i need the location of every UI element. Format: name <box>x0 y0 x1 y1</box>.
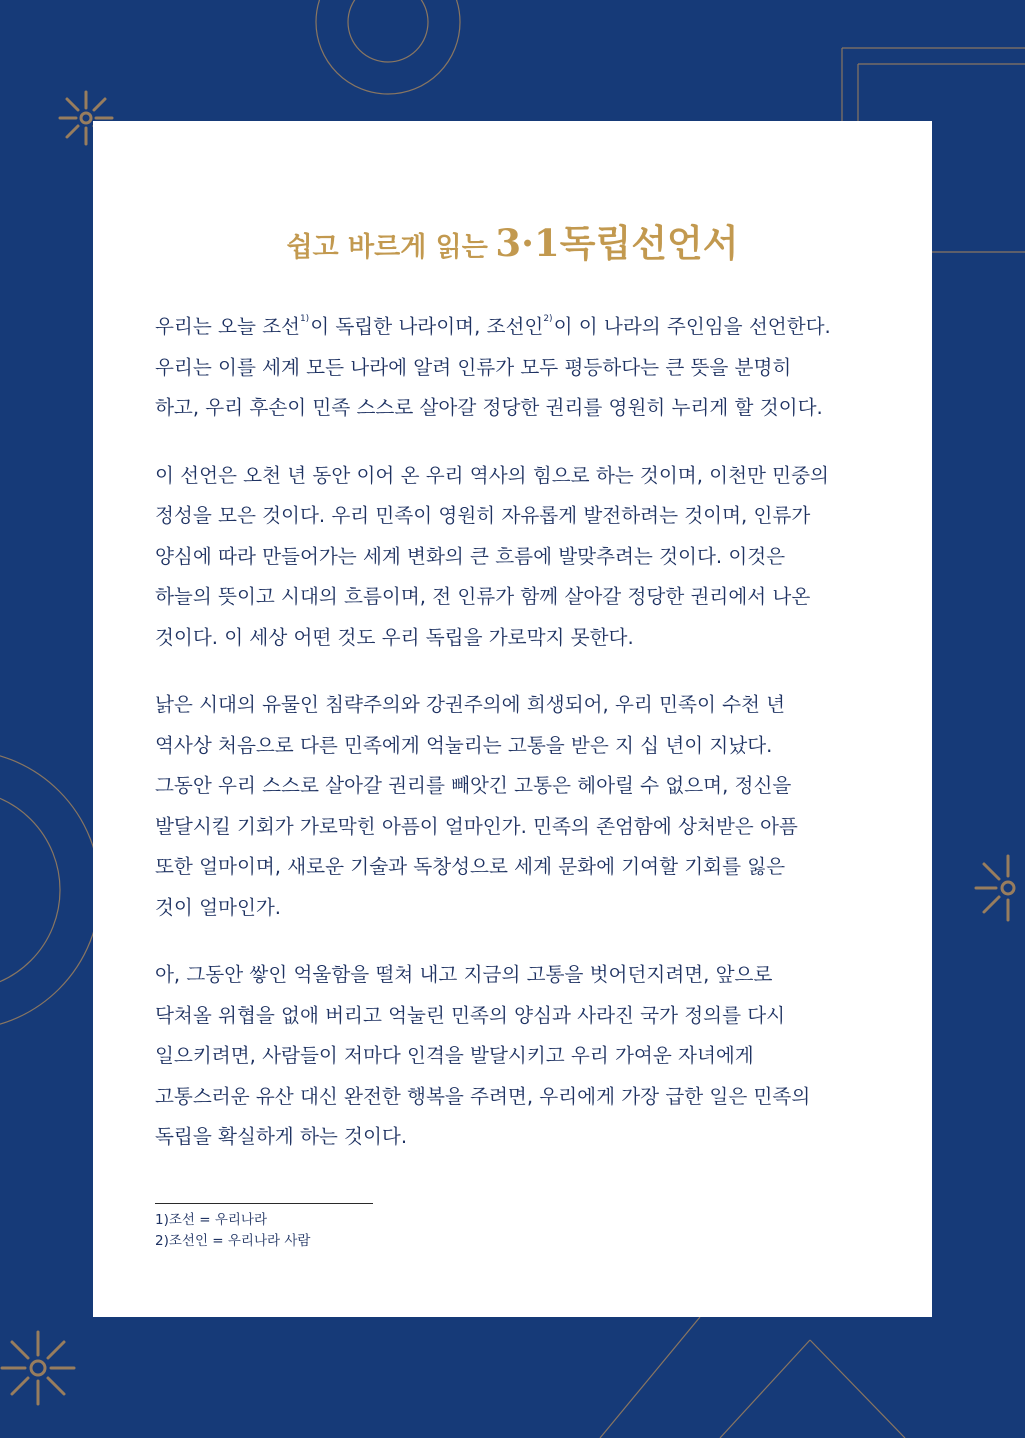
footnote-2: 2)조선인 = 우리나라 사람 <box>155 1233 311 1249</box>
text-run: 양심에 따라 만들어가는 세계 변화의 큰 흐름에 발맞추려는 것이다. 이것은 <box>155 544 786 568</box>
paragraph <box>155 955 875 1158</box>
text-run: 것이다. 이 세상 어떤 것도 우리 독립을 가로막지 못한다. <box>155 625 634 649</box>
footnotes <box>155 1210 310 1252</box>
deco-circle-top-inner <box>348 0 428 62</box>
text-line <box>155 388 875 429</box>
text-run: 하늘의 뜻이고 시대의 흐름이며, 전 인류가 함께 살아갈 정당한 권리에서 나온 <box>155 585 811 608</box>
footnote-marker: 2) <box>543 314 553 324</box>
paragraph <box>155 685 875 928</box>
text-line <box>155 955 875 996</box>
deco-triangle-bottom <box>600 1317 905 1438</box>
text-run: 고통스러운 유산 대신 완전한 행복을 주려면, 우리에게 가장 급한 일은 민족의 <box>155 1084 811 1108</box>
text-line <box>155 847 875 888</box>
text-line <box>155 726 875 767</box>
text-run: 발달시킬 기회가 가로막힌 아픔이 얼마인가. 민족의 존엄함에 상처받은 아픔 <box>155 814 798 838</box>
text-run: 이 독립한 나라이며, 조선인 <box>310 315 544 338</box>
text-line <box>155 496 875 537</box>
title-main: 3·1독립선언서 <box>495 221 739 265</box>
text-run: 독립을 확실하게 하는 것이다. <box>155 1125 408 1148</box>
text-line <box>155 348 875 389</box>
paragraph <box>155 307 875 429</box>
text-run: 하고, 우리 후손이 민족 스스로 살아갈 정당한 권리를 영원히 누리게 할 것이다. <box>155 396 823 419</box>
text-line <box>155 1117 875 1158</box>
text-run: 이 이 나라의 주인임을 선언한다. <box>553 315 831 338</box>
text-run: 것이 얼마인가. <box>155 895 282 919</box>
text-line <box>155 307 875 348</box>
declaration-body <box>155 307 875 1185</box>
title-prefix: 쉽고 바르게 읽는 <box>286 232 488 263</box>
text-run: 정성을 모은 것이다. 우리 민족이 영원히 자유롭게 발전하려는 것이며, 인류가 <box>155 504 811 527</box>
deco-circle-left <box>0 750 100 1030</box>
text-run: 일으키려면, 사람들이 저마다 인격을 발달시키고 우리 가여운 자녀에게 <box>155 1044 754 1067</box>
text-line <box>155 537 875 578</box>
text-run: 닥쳐올 위협을 없애 버리고 억눌린 민족의 양심과 사라진 국가 정의를 다시 <box>155 1003 786 1027</box>
text-line <box>155 618 875 659</box>
footnote-divider <box>155 1203 373 1204</box>
deco-circle-left-inner <box>0 790 60 990</box>
text-run: 낡은 시대의 유물인 침략주의와 강권주의에 희생되어, 우리 민족이 수천 년 <box>155 693 786 716</box>
footnote-marker: 1) <box>299 314 310 324</box>
text-line <box>155 685 875 726</box>
text-line <box>155 996 875 1037</box>
footnote-1: 1)조선 = 우리나라 <box>155 1212 267 1228</box>
text-line <box>155 1036 875 1077</box>
text-run: 우리는 이를 세계 모든 나라에 알려 인류가 모두 평등하다는 큰 뜻을 분명히 <box>155 355 792 379</box>
deco-circle-top <box>316 0 460 94</box>
text-run: 역사상 처음으로 다른 민족에게 억눌리는 고통을 받은 지 십 년이 지났다. <box>155 733 773 757</box>
text-line <box>155 577 875 618</box>
text-line <box>155 766 875 807</box>
text-run: 또한 얼마이며, 새로운 기술과 독창성으로 세계 문화에 기여할 기회를 잃은 <box>155 855 786 878</box>
text-run: 이 선언은 오천 년 동안 이어 온 우리 역사의 힘으로 하는 것이며, 이천만 민중의 <box>155 463 829 487</box>
text-line <box>155 456 875 497</box>
text-line <box>155 888 875 929</box>
text-line <box>155 807 875 848</box>
text-run: 아, 그동안 쌓인 억울함을 떨쳐 내고 지금의 고통을 벗어던지려면, 앞으로 <box>155 963 773 986</box>
paragraph <box>155 456 875 659</box>
text-run: 그동안 우리 스스로 살아갈 권리를 빼앗긴 고통은 헤아릴 수 없으며, 정신을 <box>155 774 792 797</box>
document-sheet <box>93 121 932 1317</box>
text-run: 우리는 오늘 조선 <box>155 315 300 338</box>
document-title <box>93 213 932 267</box>
text-line <box>155 1077 875 1118</box>
